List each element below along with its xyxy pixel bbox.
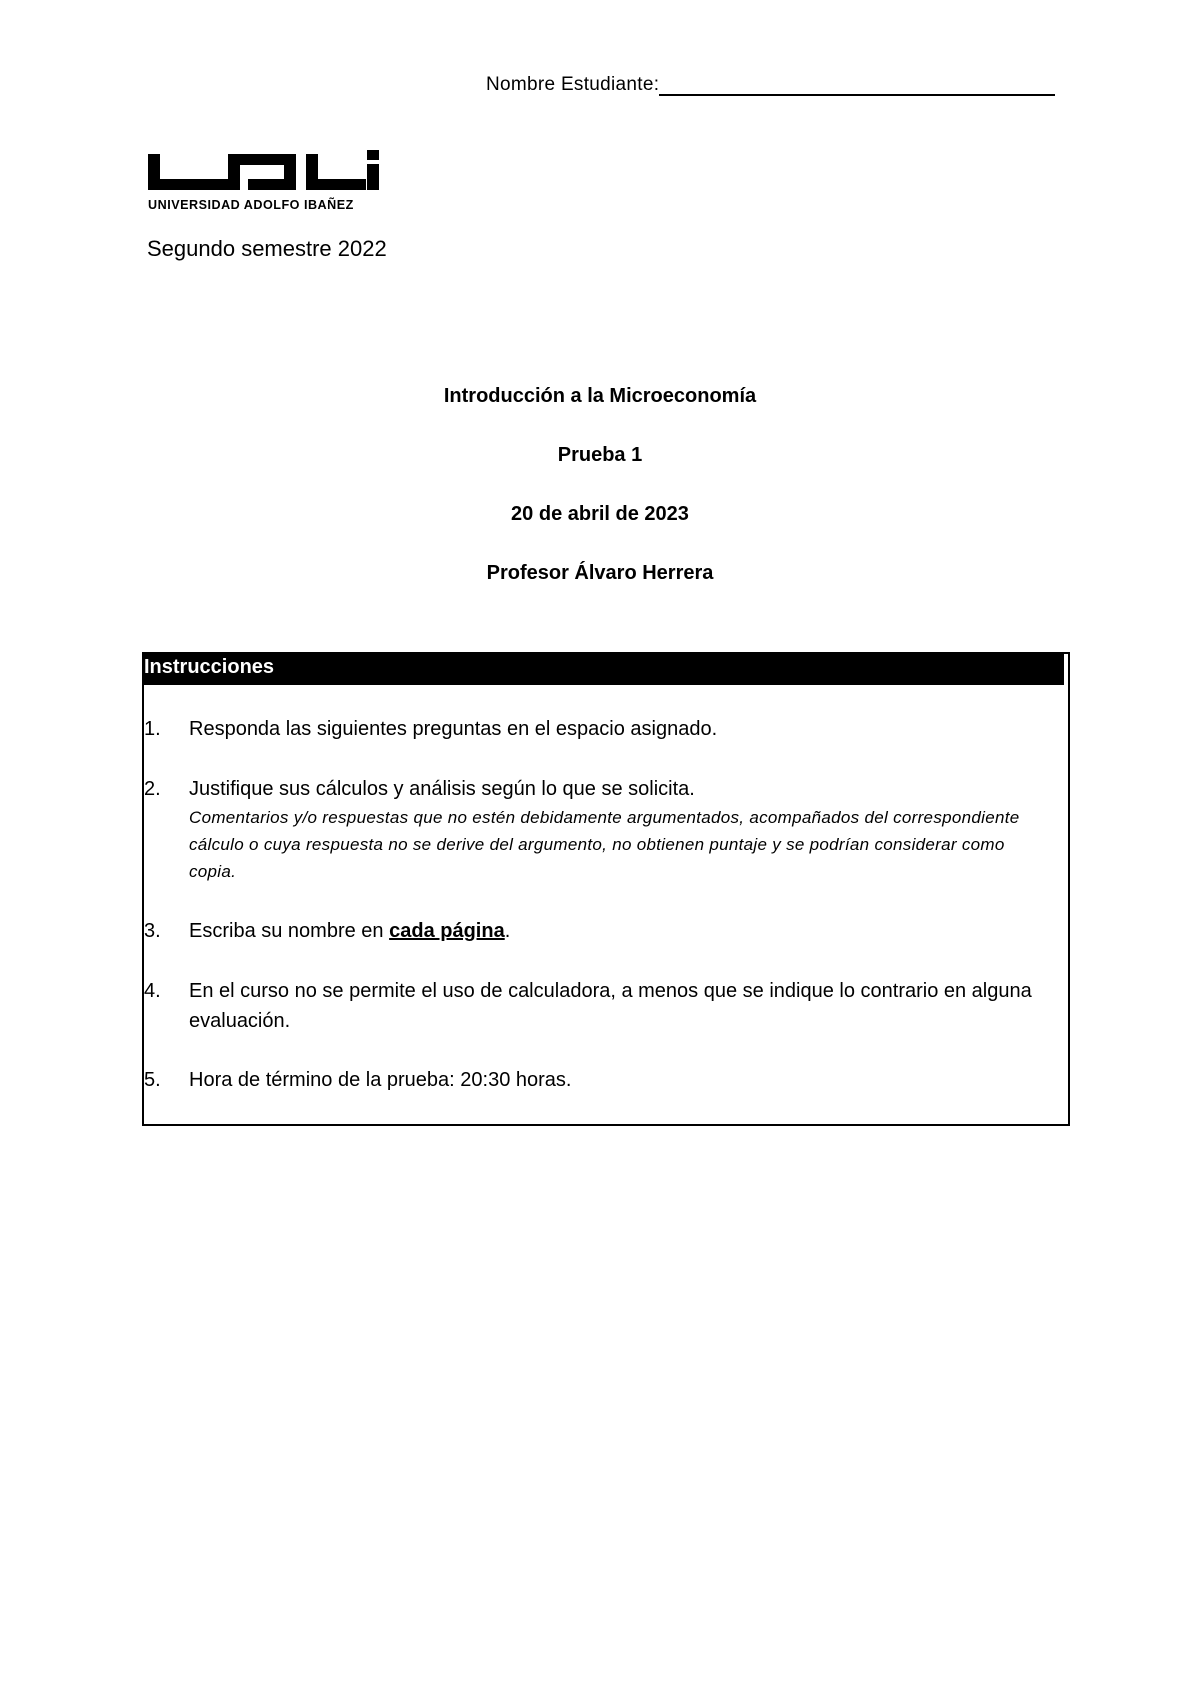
instruction-note: Comentarios y/o respuestas que no estén debidamente argumentados, acompañados del correspondiente cálculo o cuya respuesta no se derive del argumento, no obtienen puntaje y se podrían considerar como copia. — [189, 808, 1020, 881]
instructions-heading: Instrucciones — [142, 652, 1064, 685]
instruction-number: 5. — [144, 1069, 161, 1091]
instruction-emphasis: cada página — [389, 920, 505, 942]
student-name-label: Nombre Estudiante: — [486, 74, 660, 95]
instruction-number: 4. — [144, 980, 161, 1002]
instruction-item-5 — [144, 1065, 1054, 1095]
instruction-text: Responda las siguientes preguntas en el espacio asignado. — [189, 718, 718, 740]
course-title: Introducción a la Microeconomía — [443, 385, 757, 407]
instruction-number: 1. — [144, 718, 161, 740]
instruction-text: Hora de término de la prueba: 20:30 horas. — [189, 1069, 572, 1091]
logo-institution-name: UNIVERSIDAD ADOLFO IBAÑEZ — [148, 198, 354, 212]
instruction-number: 3. — [144, 920, 161, 942]
student-name-field — [486, 74, 1055, 96]
instruction-item-4 — [144, 976, 1054, 1036]
test-title: Prueba 1 — [557, 444, 643, 466]
instruction-item-2 — [144, 774, 1054, 885]
test-date: 20 de abril de 2023 — [511, 503, 689, 525]
instruction-item-3 — [144, 916, 1054, 946]
uai-logo-mark-icon — [148, 150, 380, 194]
instruction-item-1 — [144, 714, 1054, 744]
instruction-text: Justifique sus cálculos y análisis según lo que se solicita. — [189, 778, 695, 800]
professor-name: Profesor Álvaro Herrera — [486, 562, 714, 584]
instruction-text: En el curso no se permite el uso de calculadora, a menos que se indique lo contrario en alguna evaluación. — [189, 980, 1032, 1032]
instruction-number: 2. — [144, 778, 161, 800]
semester-label: Segundo semestre 2022 — [147, 236, 387, 261]
instruction-text: Escriba su nombre en — [189, 920, 390, 942]
instruction-text-end: . — [504, 920, 511, 942]
student-name-blank-line — [659, 74, 1055, 96]
